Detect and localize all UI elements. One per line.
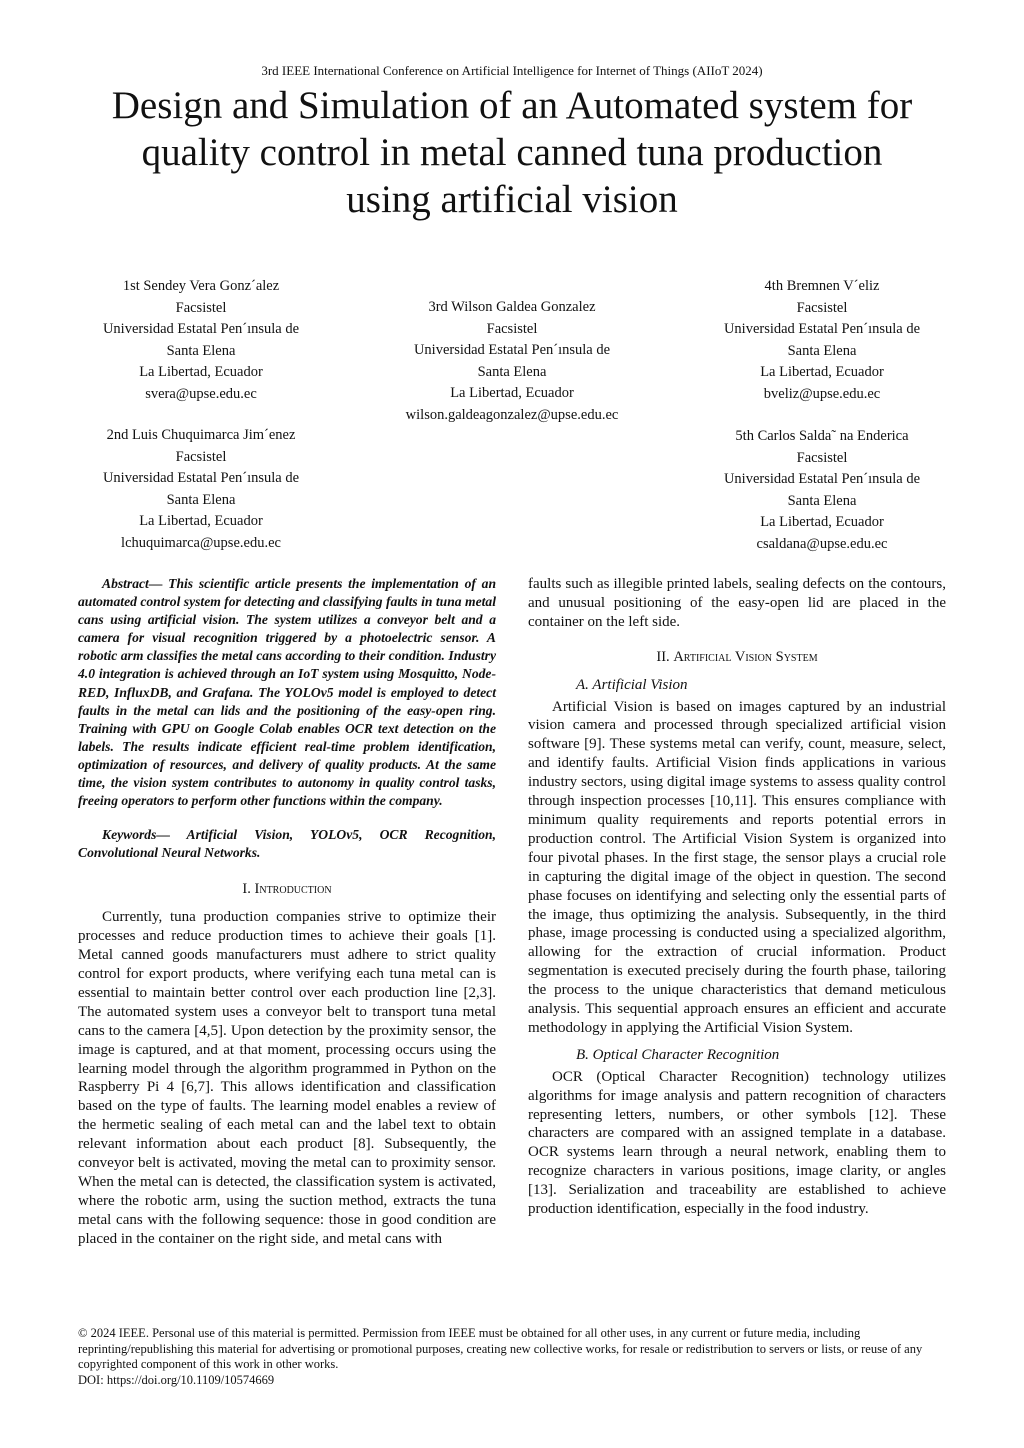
author-university: Universidad Estatal Pen´ınsula de xyxy=(102,470,300,486)
doi-link[interactable]: DOI: https://doi.org/10.1109/10574669 xyxy=(78,1372,275,1387)
subsection-title: Optical Character Recognition xyxy=(592,1046,780,1063)
author-block-4 xyxy=(672,276,972,405)
author-department: Facsistel xyxy=(175,299,227,316)
author-name: 3rd Wilson Galdea Gonzalez xyxy=(428,299,596,315)
keywords: Keywords— Artificial Vision, YOLOv5, OCR Recognition, Convolutional Neural Networks. xyxy=(78,827,496,861)
author-location: La Libertad, Ecuador xyxy=(450,385,574,401)
ocr-text: OCR (Optical Character Recognition) technology utilizes algorithms for image analysis and pattern recognition of characters representing letters, numbers, or other symbols [12]. These characters are compared with an assigned template in a database. OCR systems learn through a neural network, enabling them to recognize characters in various positions, image clarity, or angles [13]. Serialization and traceability are established to achieve production identification, especially in the food industry. xyxy=(528,1068,946,1218)
section-heading-introduction xyxy=(78,880,496,899)
author-name: 4th Bremnen V´eliz xyxy=(764,278,880,294)
section-title: Introduction xyxy=(254,881,332,898)
section-heading-artificial-vision-system xyxy=(528,648,946,667)
author-department: Facsistel xyxy=(486,320,538,337)
author-name: 2nd Luis Chuquimarca Jim´enez xyxy=(106,427,296,443)
section-number: I. xyxy=(242,881,251,898)
author-university-cont: Santa Elena xyxy=(166,491,236,508)
author-department: Facsistel xyxy=(796,449,848,466)
section-number: II. xyxy=(656,648,670,665)
copyright-notice: © 2024 IEEE. Personal use of this material is permitted. Permission from IEEE must be obtained for all other uses, in any current or future media, including reprinting/republishing this material for advertising or promotional purposes, creating new collective works, for resale or redistribution to servers or lists, or reuse of any copyrighted component of this work in other works. xyxy=(78,1326,923,1371)
author-email[interactable]: wilson.galdeagonzalez@upse.edu.ec xyxy=(405,406,619,423)
paper-title xyxy=(60,82,964,223)
subsection-heading-ocr xyxy=(576,1046,946,1065)
author-block-3 xyxy=(362,297,662,426)
author-block-2 xyxy=(51,425,351,554)
author-email[interactable]: bveliz@upse.edu.ec xyxy=(763,385,881,402)
author-email[interactable]: csaldana@upse.edu.ec xyxy=(756,535,888,552)
subsection-label: B. xyxy=(576,1046,589,1063)
author-university: Universidad Estatal Pen´ınsula de xyxy=(413,342,611,358)
author-university: Universidad Estatal Pen´ınsula de xyxy=(102,321,300,337)
introduction-text: Currently, tuna production companies strive to optimize their processes and reduce production times to achieve their goals [1]. Metal canned goods manufacturers must adhere to strict quality control for export products, where verifying each tuna metal can is essential to maintain better control over each production line [2,3]. The automated system uses a conveyor belt to transport tuna metal cans to the camera [4,5]. Upon detection by the proximity sensor, the image is captured, and at that moment, processing occurs using the learning model through the algorithm programmed in Python on the Raspberry Pi 4 [6,7]. This allows identification and classification based on the type of faults. The learning model enables a review of the hermetic sealing of each metal can and the label text to obtain relevant information about each product [8]. Subsequently, the conveyor belt is activated, moving the metal can to proximity sensor. When the metal can is detected, the classification system is activated, where the robotic arm, using the suction method, extracts the tuna metal cans with the following sequence: those in good condition are placed in the container on the right side, and metal cans with xyxy=(78,909,496,1247)
title-line: Design and Simulation of an Automated system for xyxy=(111,84,913,127)
author-department: Facsistel xyxy=(796,299,848,316)
abstract: Abstract— This scientific article presents the implementation of an automated control system for detecting and classifying faults in tuna metal cans using artificial vision. The system utilizes a conveyor belt and a camera for visual recognition triggered by a photoelectric sensor. A robotic arm classifies the metal cans according to their condition. Industry 4.0 integration is achieved through an IoT system using Mosquitto, Node-RED, InfluxDB, and Grafana. The YOLOv5 model is employed to detect faults in the metal can lids and the positioning of the easy-open ring. Training with GPU on Google Colab enables OCR text detection on the labels. The results indicate efficient real-time problem identification, optimization of resources, and delivery of quality products. At the same time, the vision system contributes to autonomy in quality control tasks, freeing operators to perform other functions within the company. xyxy=(78,576,496,809)
author-university-cont: Santa Elena xyxy=(166,342,236,359)
author-university-cont: Santa Elena xyxy=(787,492,857,509)
author-email[interactable]: svera@upse.edu.ec xyxy=(145,385,257,402)
author-block-5 xyxy=(672,426,972,555)
author-location: La Libertad, Ecuador xyxy=(139,364,263,380)
author-block-1 xyxy=(51,276,351,405)
author-name: 5th Carlos Salda˜ na Enderica xyxy=(735,428,909,444)
section-title: Artificial Vision System xyxy=(673,648,818,665)
author-email[interactable]: lchuquimarca@upse.edu.ec xyxy=(121,534,281,551)
author-university-cont: Santa Elena xyxy=(477,363,547,380)
copyright-footer xyxy=(78,1326,946,1388)
author-location: La Libertad, Ecuador xyxy=(760,364,884,380)
conference-header: 3rd IEEE International Conference on Artificial Intelligence for Internet of Things (AIIoT 2024) xyxy=(261,63,763,78)
author-location: La Libertad, Ecuador xyxy=(760,514,884,530)
right-column xyxy=(528,575,946,1219)
artificial-vision-text: Artificial Vision is based on images captured by an industrial vision camera and processed through specialized artificial vision software [9]. These systems metal can verify, count, measure, select, and identify faults. Artificial Vision finds applications in various industry sectors, using digital image systems to assess quality control through inspection processes [10,11]. This ensures compliance with minimum quality requirements and reports potential errors in production control. The Artificial Vision System is organized into four pivotal phases. In the first stage, the sensor plays a crucial role in capturing the digital image of the object in question. The second phase focuses on identifying and selecting only the essential parts of the image, thus optimizing the analysis. Subsequently, in the third phase, image processing is conducted using a specialized algorithm, allowing for the extraction of crucial information. Product segmentation is executed precisely during the fourth phase, tailoring the process to the unique characteristics that demand meticulous analysis. This sequential approach ensures an efficient and accurate methodology in applying the Artificial Vision System. xyxy=(528,698,946,1036)
subsection-title: Artificial Vision xyxy=(592,676,688,693)
subsection-heading-artificial-vision xyxy=(576,676,946,695)
author-location: La Libertad, Ecuador xyxy=(139,513,263,529)
author-university: Universidad Estatal Pen´ınsula de xyxy=(723,321,921,337)
introduction-text-continued: faults such as illegible printed labels, sealing defects on the contours, and unusual positioning of the easy-open lid are placed in the container on the left side. xyxy=(528,576,946,630)
author-university-cont: Santa Elena xyxy=(787,342,857,359)
subsection-label: A. xyxy=(576,676,589,693)
title-line: quality control in metal canned tuna production xyxy=(141,131,883,174)
author-name: 1st Sendey Vera Gonz´alez xyxy=(122,278,280,294)
left-column xyxy=(78,575,496,1249)
author-department: Facsistel xyxy=(175,448,227,465)
title-line: using artificial vision xyxy=(346,178,678,221)
author-university: Universidad Estatal Pen´ınsula de xyxy=(723,471,921,487)
